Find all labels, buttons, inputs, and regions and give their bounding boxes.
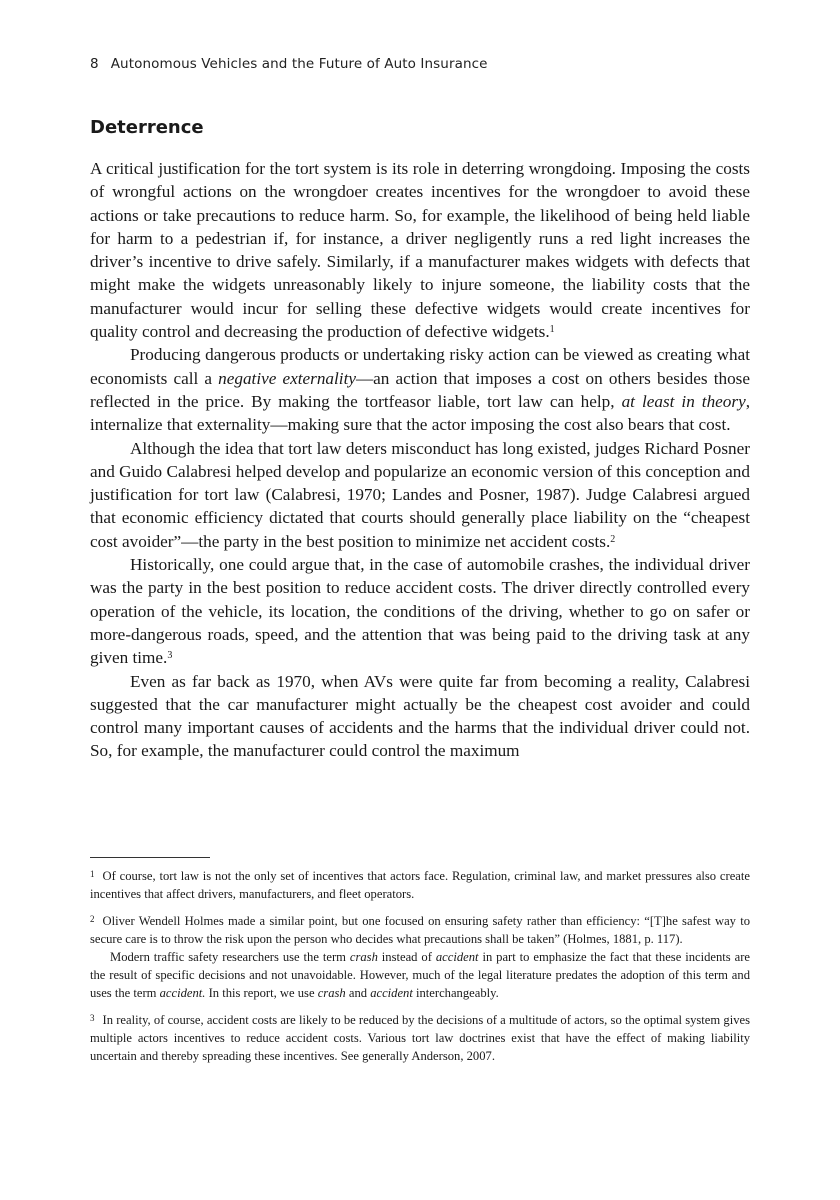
- term-accident-2: accident.: [159, 986, 206, 1000]
- section-heading: Deterrence: [90, 117, 204, 138]
- paragraph-5-text: Even as far back as 1970, when AVs were quite far from becoming a reality, Calabresi suggested that the car manufacturer might actually be the cheapest cost avoider and could control many important causes of accidents and the harms that the individual driver could not. So, for example, the manufacturer could control the maximum: [90, 671, 750, 761]
- term-accident-3: accident: [370, 986, 413, 1000]
- footnote-3-text: In reality, of course, accident costs are likely to be reduced by the decisions of a multitude of actors, so the optimal system gives multiple actors incentives to reduce accident costs. Various tort law doctrines exist that have the effect of making liability uncertain and thereby spreading these incentives. See generally Anderson, 2007.: [90, 1013, 750, 1063]
- running-header: [90, 56, 488, 72]
- paragraph-5: [90, 670, 750, 763]
- footnote-1-text: Of course, tort law is not the only set of incentives that actors face. Regulation, criminal law, and market pressures also create incentives that affect drivers, manufacturers, and fleet operators.: [90, 869, 750, 901]
- paragraph-4-text: Historically, one could argue that, in the case of automobile crashes, the individual driver was the party in the best position to reduce accident costs. The driver directly controlled every operation of the vehicle, its location, the conditions of the driving, whether to go on safer or more-dangerous roads, speed, and the attention that was being paid to the driving task at any given time.: [90, 555, 750, 668]
- paragraph-3-text: Although the idea that tort law deters misconduct has long existed, judges Richard Posner and Guido Calabresi helped develop and popularize an economic version of this conception and justification for tort law (Calabresi, 1970; Landes and Posner, 1987). Judge Calabresi argued that economic efficiency dictated that courts should generally place liability on the “cheapest cost avoider”—the party in the best position to minimize net accident costs.: [90, 438, 750, 551]
- term-negative-externality: negative externality: [218, 368, 356, 388]
- paragraph-2: [90, 343, 750, 436]
- running-title: Autonomous Vehicles and the Future of Auto Insurance: [110, 56, 488, 72]
- footnote-3: [90, 1009, 750, 1065]
- body-text: [90, 157, 750, 763]
- footnote-2-continuation: [90, 948, 750, 1002]
- term-crash-2: crash: [317, 986, 346, 1000]
- paragraph-2-text-a: Producing dangerous products or undertaking risky action can be viewed as creating what economists call a: [90, 345, 750, 388]
- footnote-2: [90, 910, 750, 1002]
- footnote-2-cont-k: interchangeably.: [412, 986, 499, 1000]
- footnote-2-cont-i: and: [345, 986, 371, 1000]
- footnote-2-number: 2: [90, 914, 95, 924]
- footnote-ref-3[interactable]: 3: [167, 650, 173, 662]
- paragraph-1-text: A critical justification for the tort system is its role in deterring wrongdoing. Imposing the costs of wrongful actions on the wrongdoer creates incentives for the wrongdoer to avoid these actions or take precautions to reduce harm. So, for example, the likelihood of being held liable for harm to a pedestrian if, for instance, a driver negligently runs a red light increases the driver’s incentive to drive safely. Similarly, if a manufacturer makes widgets with defects that might make the widgets unreasonably likely to injure someone, the liability costs that the manufacturer would incur for selling these defective widgets would create incentives for quality control and decreasing the production of defective widgets.: [90, 159, 750, 342]
- footnote-1-number: 1: [90, 869, 95, 879]
- term-accident: accident: [435, 950, 479, 964]
- footnote-1: [90, 865, 750, 903]
- phrase-at-least-in-theory: at least in theory: [621, 391, 746, 411]
- footnote-2-cont-c: instead of: [377, 950, 436, 964]
- footnote-2-cont-e: in part to emphasize the fact that these incidents are the result of specific decisions and not unavoidable. However, much of the legal literature predates the adoption of this term and uses the term: [90, 950, 750, 1000]
- footnotes: [90, 865, 750, 1072]
- footnote-2-text: Oliver Wendell Holmes made a similar point, but one focused on ensuring safety rather than efficiency: “[T]he safest way to secure care is to throw the risk upon the person who decides what precautions shall be taken” (Holmes, 1881, p. 117).: [90, 914, 750, 946]
- paragraph-3: [90, 437, 750, 553]
- paragraph-2-text-c: —an action that imposes a cost on others besides those reflected in the price. By making the tortfeasor liable, tort law can help,: [90, 368, 750, 411]
- paragraph-1: [90, 157, 750, 343]
- footnote-divider: [90, 857, 210, 858]
- footnote-2-cont-a: Modern traffic safety researchers use the term: [110, 950, 350, 964]
- footnote-3-number: 3: [90, 1013, 95, 1023]
- footnote-ref-1[interactable]: 1: [549, 324, 555, 336]
- paragraph-2-text-e: , internalize that externality—making sure that the actor imposing the cost also bears that cost.: [90, 391, 751, 435]
- paragraph-4: [90, 553, 750, 669]
- footnote-ref-2[interactable]: 2: [610, 533, 616, 545]
- term-crash: crash: [349, 950, 378, 964]
- page-number: 8: [90, 56, 99, 72]
- footnote-2-cont-g: In this report, we use: [205, 986, 318, 1000]
